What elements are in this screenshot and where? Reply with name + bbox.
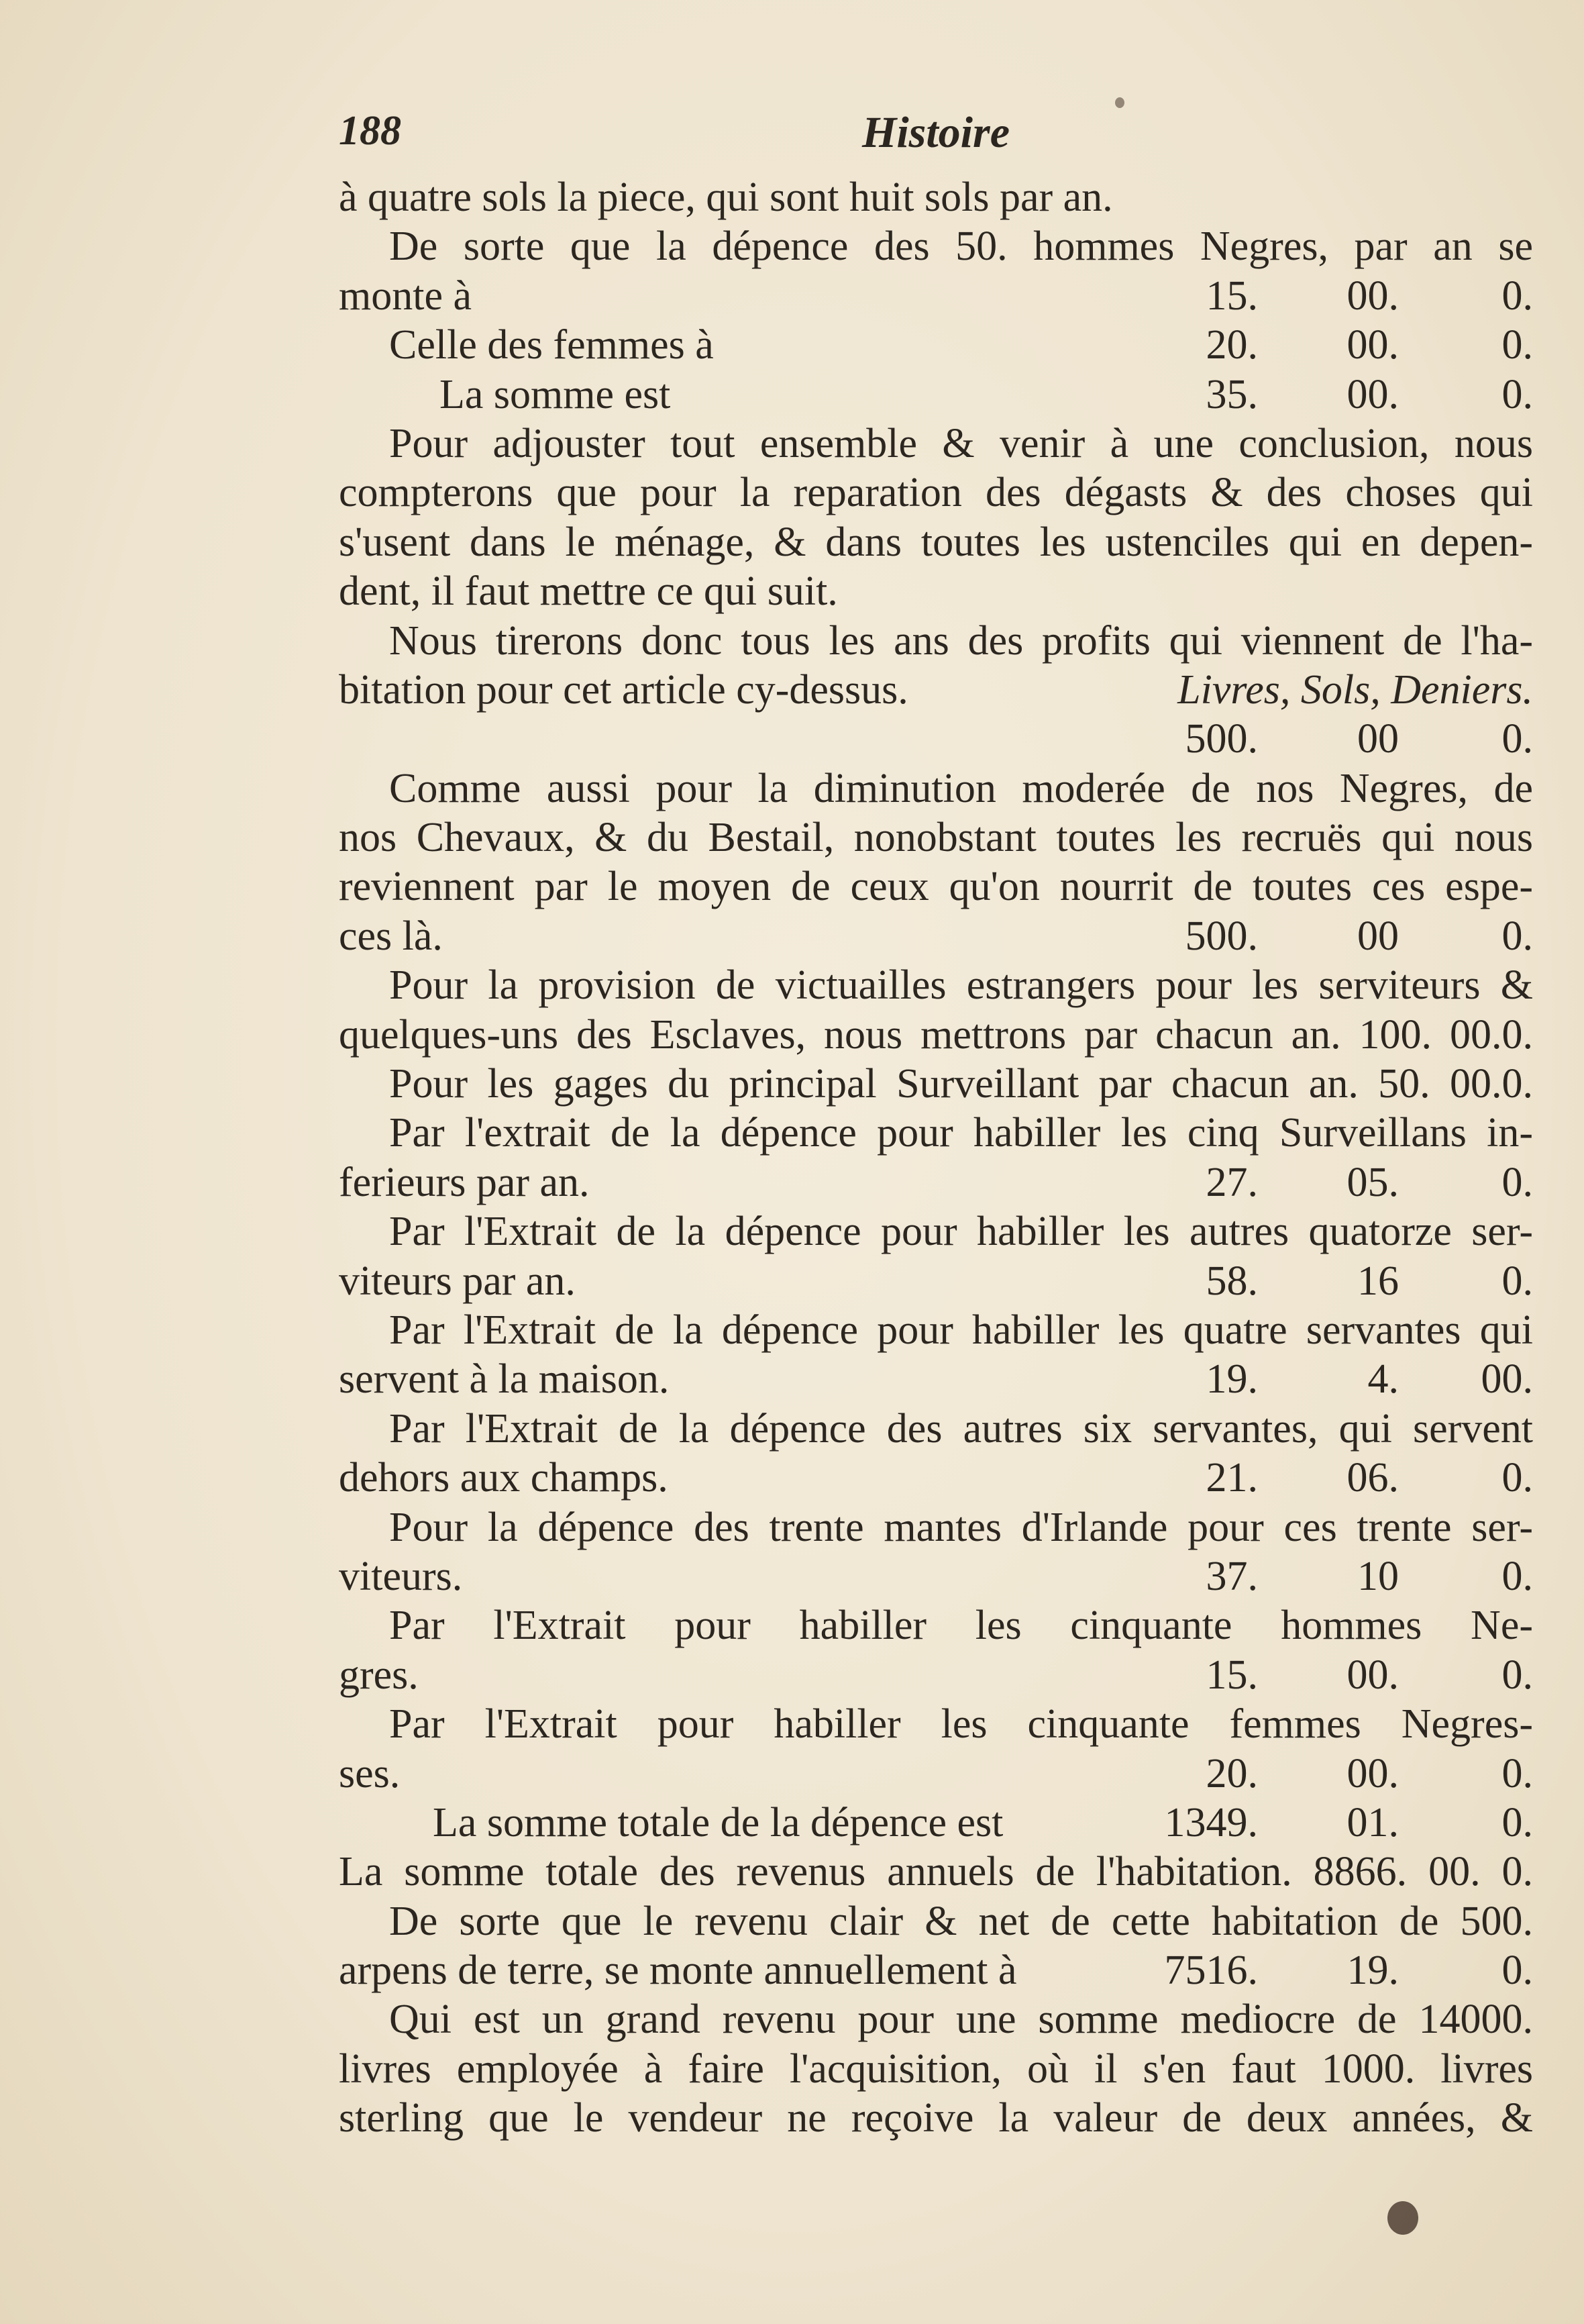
line-text: sterling que le vendeur ne reçoive la valeur de deux années, & bbox=[339, 2095, 1533, 2141]
text-line bbox=[339, 468, 1533, 517]
text-line bbox=[339, 1651, 1533, 1700]
deniers-amount: 0. bbox=[1501, 913, 1533, 959]
sols-amount: 19. bbox=[1347, 1948, 1399, 1994]
line-text: Par l'extrait de la dépence pour habiller les cinq Surveillans in- bbox=[389, 1110, 1533, 1156]
text-line bbox=[339, 419, 1533, 468]
line-text: arpens de terre, se monte annuellement à bbox=[339, 1948, 1017, 1994]
line-text: bitation pour cet article cy-dessus. bbox=[339, 666, 908, 713]
text-line bbox=[339, 764, 1533, 813]
livres-amount: 20. bbox=[1206, 322, 1258, 368]
livres-amount: 15. bbox=[1206, 1652, 1258, 1698]
sols-amount: 05. bbox=[1347, 1159, 1399, 1205]
sols-amount: 06. bbox=[1347, 1455, 1399, 1501]
line-text: à quatre sols la piece, qui sont huit sols par an. bbox=[339, 174, 1113, 220]
line-text: Par l'Extrait de la dépence pour habiller les autres quatorze ser- bbox=[389, 1209, 1533, 1255]
line-text: ferieurs par an. bbox=[339, 1159, 590, 1205]
text-line bbox=[339, 222, 1533, 271]
deniers-amount: 0. bbox=[1501, 1455, 1533, 1501]
page-number: 188 bbox=[339, 108, 401, 154]
sols-amount: 00. bbox=[1347, 272, 1399, 319]
text-line bbox=[339, 1109, 1533, 1158]
text-line bbox=[339, 1848, 1533, 1897]
text-line bbox=[339, 1306, 1533, 1355]
line-text: Pour les gages du principal Surveillant par chacun an. 50. 00.0. bbox=[389, 1061, 1533, 1107]
ink-speck bbox=[1115, 97, 1124, 108]
page-header bbox=[339, 107, 1533, 168]
text-line bbox=[339, 1158, 1533, 1207]
sols-amount: 01. bbox=[1347, 1799, 1399, 1846]
text-line bbox=[339, 518, 1533, 567]
line-text: Qui est un grand revenu pour une somme mediocre de 14000. bbox=[389, 1997, 1533, 2043]
deniers-amount: 0. bbox=[1501, 1799, 1533, 1846]
text-line bbox=[339, 1060, 1533, 1109]
livres-amount: 19. bbox=[1206, 1356, 1258, 1403]
text-line bbox=[339, 1454, 1533, 1503]
line-text: Celle des femmes à bbox=[389, 322, 714, 368]
text-line bbox=[339, 617, 1533, 666]
deniers-amount: 0. bbox=[1501, 1750, 1533, 1797]
sols-amount: 00. bbox=[1347, 371, 1399, 417]
text-line bbox=[339, 1011, 1533, 1060]
text-line bbox=[339, 1355, 1533, 1404]
line-text: viteurs. bbox=[339, 1553, 463, 1599]
text-line bbox=[339, 912, 1533, 961]
deniers-amount: 0. bbox=[1501, 1159, 1533, 1205]
line-text: Pour adjouster tout ensemble & venir à une conclusion, nous bbox=[389, 420, 1533, 466]
line-text: nos Chevaux, & du Bestail, nonobstant toutes les recruës qui nous bbox=[339, 815, 1533, 861]
line-text: monte à bbox=[339, 272, 472, 319]
text-line bbox=[339, 567, 1533, 616]
deniers-amount: 0. bbox=[1501, 1948, 1533, 1994]
sols-amount: 00. bbox=[1347, 1652, 1399, 1698]
sols-amount: 00 bbox=[1357, 716, 1399, 762]
livres-amount: 21. bbox=[1206, 1455, 1258, 1501]
deniers-amount: 0. bbox=[1501, 272, 1533, 319]
deniers-amount: 0. bbox=[1501, 1258, 1533, 1304]
line-text: Pour la dépence des trente mantes d'Irlande pour ces trente ser- bbox=[389, 1504, 1533, 1550]
line-text: servent à la maison. bbox=[339, 1356, 670, 1403]
line-text: Comme aussi pour la diminution moderée de nos Negres, de bbox=[389, 765, 1533, 811]
text-line bbox=[339, 1799, 1533, 1848]
line-text: De sorte que le revenu clair & net de cette habitation de 500. bbox=[389, 1898, 1533, 1944]
sols-amount: 00. bbox=[1347, 322, 1399, 368]
line-text: livres employée à faire l'acquisition, où il s'en faut 1000. livres bbox=[339, 2045, 1533, 2092]
text-line bbox=[339, 961, 1533, 1010]
text-line bbox=[339, 715, 1533, 764]
livres-amount: 7516. bbox=[1164, 1948, 1258, 1994]
text-line bbox=[339, 1552, 1533, 1601]
deniers-amount: 0. bbox=[1501, 1652, 1533, 1698]
line-text: Par l'Extrait pour habiller les cinquante hommes Ne- bbox=[389, 1603, 1533, 1649]
sols-amount: 00 bbox=[1357, 913, 1399, 959]
text-line bbox=[339, 1601, 1533, 1650]
running-head: Histoire bbox=[861, 108, 1010, 157]
text-line bbox=[339, 1700, 1533, 1749]
deniers-amount: 0. bbox=[1501, 322, 1533, 368]
livres-amount: 27. bbox=[1206, 1159, 1258, 1205]
text-line bbox=[339, 1405, 1533, 1454]
line-text: La somme est bbox=[439, 371, 671, 417]
line-text: quelques-uns des Esclaves, nous mettrons par chacun an. 100. 00.0. bbox=[339, 1011, 1533, 1058]
column-header: Livres, Sols, Deniers. bbox=[1177, 666, 1533, 713]
line-text: gres. bbox=[339, 1652, 419, 1698]
text-line bbox=[339, 2094, 1533, 2143]
livres-amount: 500. bbox=[1185, 716, 1258, 762]
line-text: ces là. bbox=[339, 913, 443, 959]
livres-amount: 15. bbox=[1206, 272, 1258, 319]
livres-amount: 37. bbox=[1206, 1553, 1258, 1599]
text-line bbox=[339, 321, 1533, 370]
livres-amount: 35. bbox=[1206, 371, 1258, 417]
text-line bbox=[339, 1897, 1533, 1946]
deniers-amount: 00. bbox=[1481, 1356, 1533, 1403]
text-line bbox=[339, 1503, 1533, 1552]
body-text bbox=[339, 173, 1533, 2143]
text-line bbox=[339, 2045, 1533, 2094]
sols-amount: 16 bbox=[1357, 1258, 1399, 1304]
line-text: Nous tirerons donc tous les ans des profits qui viennent de l'ha- bbox=[389, 617, 1533, 664]
text-line bbox=[339, 1995, 1533, 2044]
text-line bbox=[339, 1946, 1533, 1995]
text-line bbox=[339, 862, 1533, 911]
line-text: Par l'Extrait de la dépence pour habiller les quatre servantes qui bbox=[389, 1307, 1533, 1353]
line-text: La somme totale des revenus annuels de l'habitation. 8866. 00. 0. bbox=[339, 1849, 1533, 1895]
line-text: Par l'Extrait pour habiller les cinquante femmes Negres- bbox=[389, 1701, 1533, 1748]
livres-amount: 20. bbox=[1206, 1750, 1258, 1797]
text-line bbox=[339, 1207, 1533, 1256]
sols-amount: 00. bbox=[1347, 1750, 1399, 1797]
line-text: s'usent dans le ménage, & dans toutes les ustenciles qui en depen- bbox=[339, 519, 1533, 565]
line-text: Pour la provision de victuailles estrangers pour les serviteurs & bbox=[389, 962, 1533, 1009]
text-line bbox=[339, 173, 1533, 222]
deniers-amount: 0. bbox=[1501, 371, 1533, 417]
text-line bbox=[339, 370, 1533, 419]
text-line bbox=[339, 272, 1533, 321]
line-text: viteurs par an. bbox=[339, 1258, 576, 1304]
deniers-amount: 0. bbox=[1501, 716, 1533, 762]
deniers-amount: 0. bbox=[1501, 1553, 1533, 1599]
sols-amount: 10 bbox=[1357, 1553, 1399, 1599]
line-text: La somme totale de la dépence est bbox=[433, 1799, 1004, 1846]
line-text: dehors aux champs. bbox=[339, 1455, 668, 1501]
text-line bbox=[339, 666, 1533, 715]
line-text: compterons que pour la reparation des dégasts & des choses qui bbox=[339, 470, 1533, 516]
text-line bbox=[339, 1750, 1533, 1799]
livres-amount: 500. bbox=[1185, 913, 1258, 959]
line-text: ses. bbox=[339, 1750, 401, 1797]
livres-amount: 58. bbox=[1206, 1258, 1258, 1304]
line-text: reviennent par le moyen de ceux qu'on nourrit de toutes ces espe- bbox=[339, 864, 1533, 910]
ink-blot bbox=[1387, 2201, 1418, 2235]
text-line bbox=[339, 1257, 1533, 1306]
sols-amount: 4. bbox=[1367, 1356, 1399, 1403]
line-text: De sorte que la dépence des 50. hommes Negres, par an se bbox=[389, 223, 1533, 270]
line-text: Par l'Extrait de la dépence des autres six servantes, qui servent bbox=[389, 1405, 1533, 1452]
livres-amount: 1349. bbox=[1164, 1799, 1258, 1846]
line-text: dent, il faut mettre ce qui suit. bbox=[339, 568, 838, 615]
text-line bbox=[339, 813, 1533, 862]
